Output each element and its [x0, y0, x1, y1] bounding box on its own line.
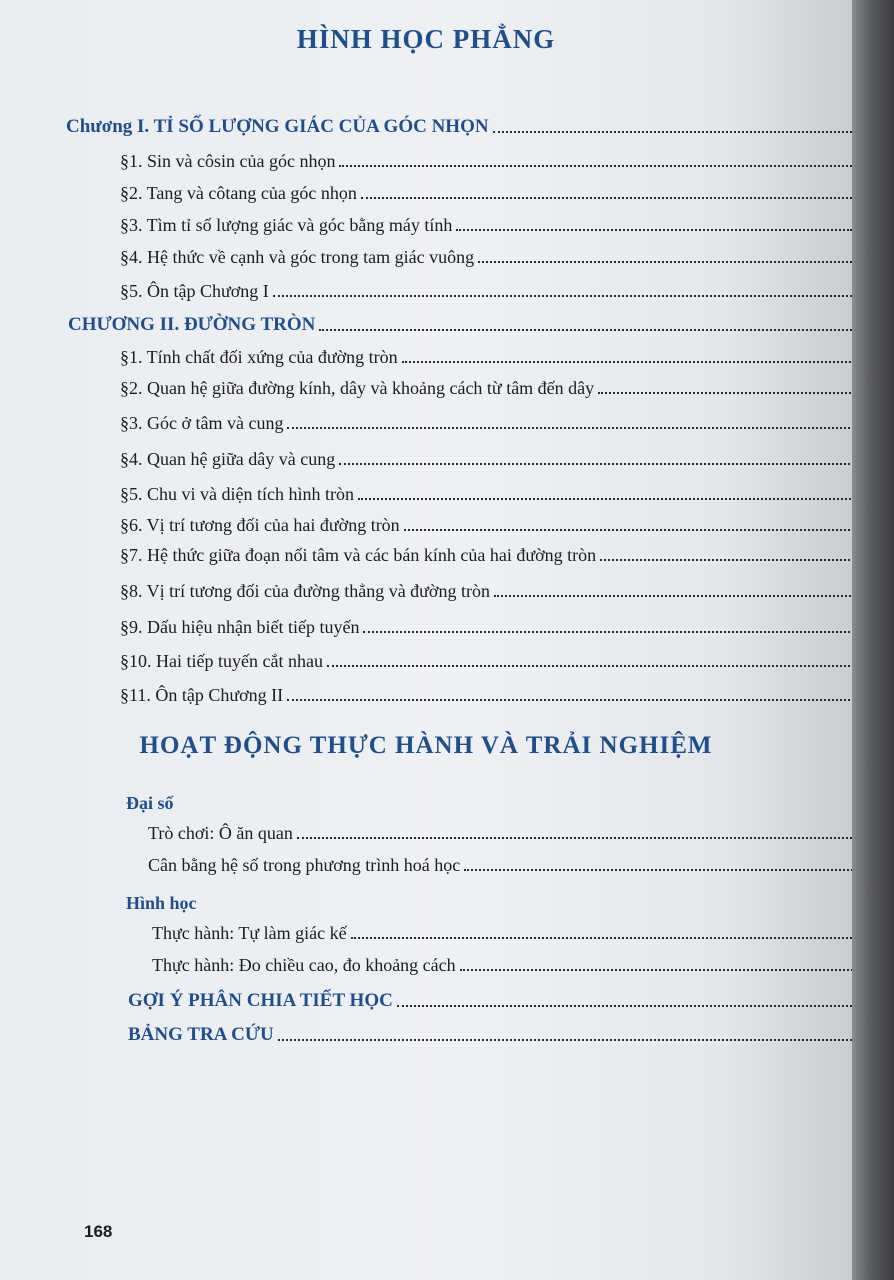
dot-leader: [402, 361, 852, 363]
dot-leader: [598, 392, 852, 394]
dot-leader: [478, 261, 852, 263]
page-title: HÌNH HỌC PHẲNG: [296, 24, 556, 54]
dot-leader: [494, 595, 852, 597]
dot-leader: [456, 229, 852, 231]
dot-leader: [464, 869, 852, 871]
dot-leader: [339, 165, 852, 167]
geometry-heading: [126, 890, 426, 914]
toc-entry: [120, 578, 852, 602]
toc-entry: [120, 614, 852, 638]
dot-leader: [339, 463, 852, 465]
index-heading: [128, 1022, 852, 1046]
dot-leader: [297, 837, 852, 839]
dot-leader: [493, 131, 852, 133]
toc-entry-label: §1. Tính chất đối xứng của đường tròn: [120, 347, 398, 367]
dot-leader: [600, 559, 852, 561]
toc-entry-label: §2. Tang và côtang của góc nhọn: [120, 183, 357, 203]
chapter-2-title: CHƯƠNG II. ĐƯỜNG TRÒN: [68, 314, 316, 335]
section-title: HOẠT ĐỘNG THỰC HÀNH VÀ TRẢI NGHIỆM: [139, 732, 713, 759]
toc-entry: [120, 512, 852, 536]
chapter-2-heading: [68, 312, 852, 336]
dot-leader: [363, 631, 852, 633]
toc-entry-label: §4. Hệ thức về cạnh và góc trong tam giác vuông: [120, 247, 475, 267]
toc-entry-label: §7. Hệ thức giữa đoạn nối tâm và các bán kính của hai đường tròn: [120, 545, 597, 565]
dot-leader: [404, 529, 852, 531]
toc-entry: [120, 682, 852, 706]
toc-entry: [148, 820, 852, 844]
toc-entry-label: §3. Góc ở tâm và cung: [120, 413, 284, 433]
dot-leader: [358, 498, 852, 500]
toc-entry: [120, 648, 852, 672]
index-label: BẢNG TRA CỨU: [128, 1024, 274, 1045]
toc-entry: [120, 278, 852, 302]
lesson-plan-heading: [128, 988, 852, 1012]
lesson-plan-label: GỢI Ý PHÂN CHIA TIẾT HỌC: [128, 990, 393, 1011]
toc-entry: [148, 852, 852, 876]
book-spine: [852, 0, 894, 1280]
toc-entry-label: §5. Ôn tập Chương I: [120, 281, 269, 301]
toc-entry: [120, 446, 852, 470]
toc-entry: [120, 542, 852, 566]
dot-leader: [319, 329, 852, 331]
toc-entry-label: §11. Ôn tập Chương II: [120, 685, 284, 705]
toc-entry-label: §6. Vị trí tương đối của hai đường tròn: [120, 515, 400, 535]
toc-entry-label: §5. Chu vi và diện tích hình tròn: [120, 484, 354, 504]
page-number: 168: [84, 1222, 113, 1241]
algebra-heading: [126, 790, 426, 814]
toc-entry-label: Thực hành: Tự làm giác kế: [152, 923, 347, 943]
dot-leader: [327, 665, 852, 667]
toc-entry: [120, 481, 852, 505]
toc-entry: [120, 344, 852, 368]
toc-entry: [120, 180, 852, 204]
toc-entry: [120, 375, 852, 399]
toc-entry-label: §3. Tìm tỉ số lượng giác và góc bằng máy tính: [120, 215, 453, 235]
toc-entry: [120, 212, 852, 236]
chapter-1-heading: [66, 114, 852, 138]
toc-entry-label: Trò chơi: Ô ăn quan: [148, 823, 293, 843]
toc-entry: [120, 410, 852, 434]
dot-leader: [287, 699, 852, 701]
dot-leader: [460, 969, 852, 971]
toc-entry-label: §4. Quan hệ giữa dây và cung: [120, 449, 336, 469]
dot-leader: [278, 1039, 852, 1041]
toc-entry-label: Cân bằng hệ số trong phương trình hoá học: [148, 855, 461, 875]
toc-entry-label: §1. Sin và côsin của góc nhọn: [120, 151, 336, 171]
toc-entry: [152, 920, 852, 944]
toc-entry-label: Thực hành: Đo chiều cao, đo khoảng cách: [152, 955, 456, 975]
dot-leader: [361, 197, 852, 199]
toc-entry: [120, 244, 852, 268]
dot-leader: [397, 1005, 852, 1007]
algebra-heading-label: Đại số: [126, 793, 174, 813]
toc-entry-label: §10. Hai tiếp tuyến cắt nhau: [120, 651, 323, 671]
toc-entry-label: §9. Dấu hiệu nhận biết tiếp tuyến: [120, 617, 360, 637]
dot-leader: [351, 937, 852, 939]
geometry-heading-label: Hình học: [126, 893, 197, 913]
chapter-1-title: Chương I. TỈ SỐ LƯỢNG GIÁC CỦA GÓC NHỌN: [66, 116, 489, 137]
toc-entry-label: §2. Quan hệ giữa đường kính, dây và khoảng cách từ tâm đến dây: [120, 378, 595, 398]
toc-entry-label: §8. Vị trí tương đối của đường thẳng và đường tròn: [120, 581, 490, 601]
toc-entry: [120, 148, 852, 172]
toc-entry: [152, 952, 852, 976]
dot-leader: [273, 295, 852, 297]
dot-leader: [287, 427, 852, 429]
